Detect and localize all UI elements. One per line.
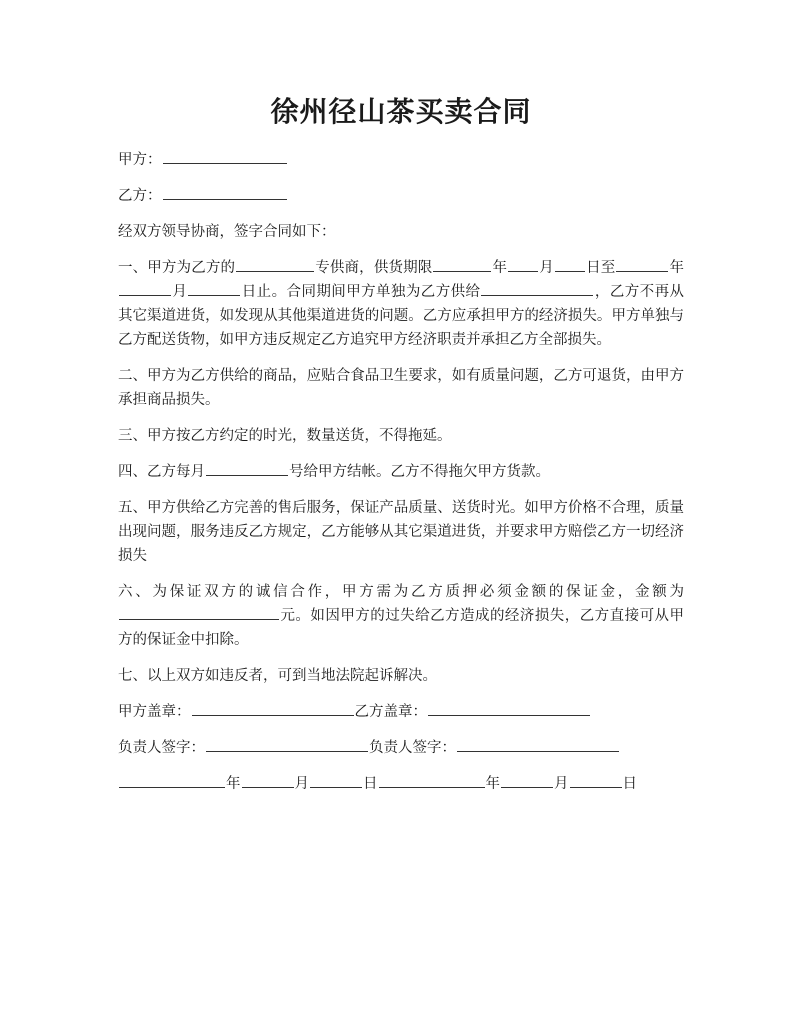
party-b-blank[interactable] bbox=[163, 185, 287, 200]
party-b-label: 乙方： bbox=[118, 188, 162, 204]
clause-6-text-1: 六、为保证双方的诚信合作，甲方需为乙方质押必须金额的保证金，金额为 bbox=[118, 584, 684, 600]
clause-1 bbox=[118, 256, 684, 352]
party-a-month-blank[interactable] bbox=[242, 773, 294, 788]
clause-1-text-2: 专供商，供货期限 bbox=[315, 260, 433, 276]
clause-4-text-1: 四、乙方每月 bbox=[118, 464, 205, 480]
party-a-line bbox=[118, 148, 684, 172]
clause-6 bbox=[118, 580, 684, 652]
party-b-seal-label: 乙方盖章： bbox=[354, 704, 427, 720]
intro-paragraph: 经双方领导协商，签字合同如下： bbox=[118, 224, 336, 240]
clause-1-year-2: 年 bbox=[669, 260, 685, 276]
party-a-day-blank[interactable] bbox=[310, 773, 362, 788]
party-a-blank[interactable] bbox=[163, 149, 287, 164]
clause-1-month-1: 月 bbox=[539, 260, 554, 276]
supply-goods-blank[interactable] bbox=[481, 281, 593, 296]
party-b-year-blank[interactable] bbox=[379, 773, 485, 788]
supplier-item-blank[interactable] bbox=[236, 257, 314, 272]
party-a-day-label: 日 bbox=[363, 776, 378, 792]
party-b-sign-blank[interactable] bbox=[457, 737, 619, 752]
clause-5: 五、甲方供给乙方完善的售后服务，保证产品质量、送货时光。如甲方价格不合理，质量出现问题，服务违反乙方规定，乙方能够从其它渠道进货，并要求甲方赔偿乙方一切经济损失 bbox=[118, 500, 684, 564]
clause-1-month-2: 月 bbox=[172, 284, 188, 300]
clause-1-day-1: 日至 bbox=[585, 260, 616, 276]
party-a-seal-label: 甲方盖章： bbox=[118, 704, 191, 720]
party-a-month-label: 月 bbox=[294, 776, 309, 792]
clause-7: 七、以上双方如违反者，可到当地法院起诉解决。 bbox=[118, 668, 437, 684]
date-line bbox=[118, 772, 684, 796]
clause-4 bbox=[118, 460, 684, 484]
start-year-blank[interactable] bbox=[433, 257, 491, 272]
party-b-sign-label: 负责人签字： bbox=[369, 740, 456, 756]
party-b-seal-blank[interactable] bbox=[428, 701, 590, 716]
party-a-label: 甲方： bbox=[118, 152, 162, 168]
clause-3: 三、甲方按乙方约定的时光，数量送货，不得拖延。 bbox=[118, 428, 452, 444]
end-day-blank[interactable] bbox=[188, 281, 240, 296]
document-title: 徐州径山茶买卖合同 bbox=[270, 95, 532, 128]
party-a-sign-label: 负责人签字： bbox=[118, 740, 205, 756]
clause-1-text-3: 日止。合同期间甲方单独为乙方供给 bbox=[241, 284, 481, 300]
start-day-blank[interactable] bbox=[555, 257, 585, 272]
deposit-amount-blank[interactable] bbox=[119, 605, 279, 620]
start-month-blank[interactable] bbox=[508, 257, 538, 272]
settlement-day-blank[interactable] bbox=[206, 461, 288, 476]
clause-6-text-2: 元。如因甲方的过失给乙方造成的经济损失，乙方直接可从甲方的保证金中扣除。 bbox=[118, 608, 684, 648]
clause-4-text-2: 号给甲方结帐。乙方不得拖欠甲方货款。 bbox=[289, 464, 550, 480]
party-a-year-label: 年 bbox=[226, 776, 241, 792]
party-a-sign-blank[interactable] bbox=[206, 737, 368, 752]
party-b-year-label: 年 bbox=[485, 776, 500, 792]
party-a-seal-blank[interactable] bbox=[192, 701, 354, 716]
end-month-blank[interactable] bbox=[119, 281, 171, 296]
party-b-day-label: 日 bbox=[622, 776, 637, 792]
party-b-day-blank[interactable] bbox=[570, 773, 622, 788]
clause-1-text-1: 一、甲方为乙方的 bbox=[118, 260, 236, 276]
clause-2: 二、甲方为乙方供给的商品，应贴合食品卫生要求，如有质量问题，乙方可退货，由甲方承担商品损失。 bbox=[118, 368, 684, 408]
party-b-month-label: 月 bbox=[554, 776, 569, 792]
party-b-line bbox=[118, 184, 684, 208]
party-b-month-blank[interactable] bbox=[501, 773, 553, 788]
end-year-blank[interactable] bbox=[616, 257, 668, 272]
clause-1-text-4: ，乙方不再从其它渠道进货，如发现从其他渠道进货的问题。乙方应承担甲方的经济损失。甲方单独与乙方配送货物，如甲方违反规定乙方追究甲方经济职责并承担乙方全部损失。 bbox=[118, 284, 685, 348]
document-body bbox=[118, 148, 684, 796]
signature-line bbox=[118, 736, 684, 760]
seal-line bbox=[118, 700, 684, 724]
party-a-year-blank[interactable] bbox=[119, 773, 225, 788]
clause-1-year-1: 年 bbox=[492, 260, 508, 276]
